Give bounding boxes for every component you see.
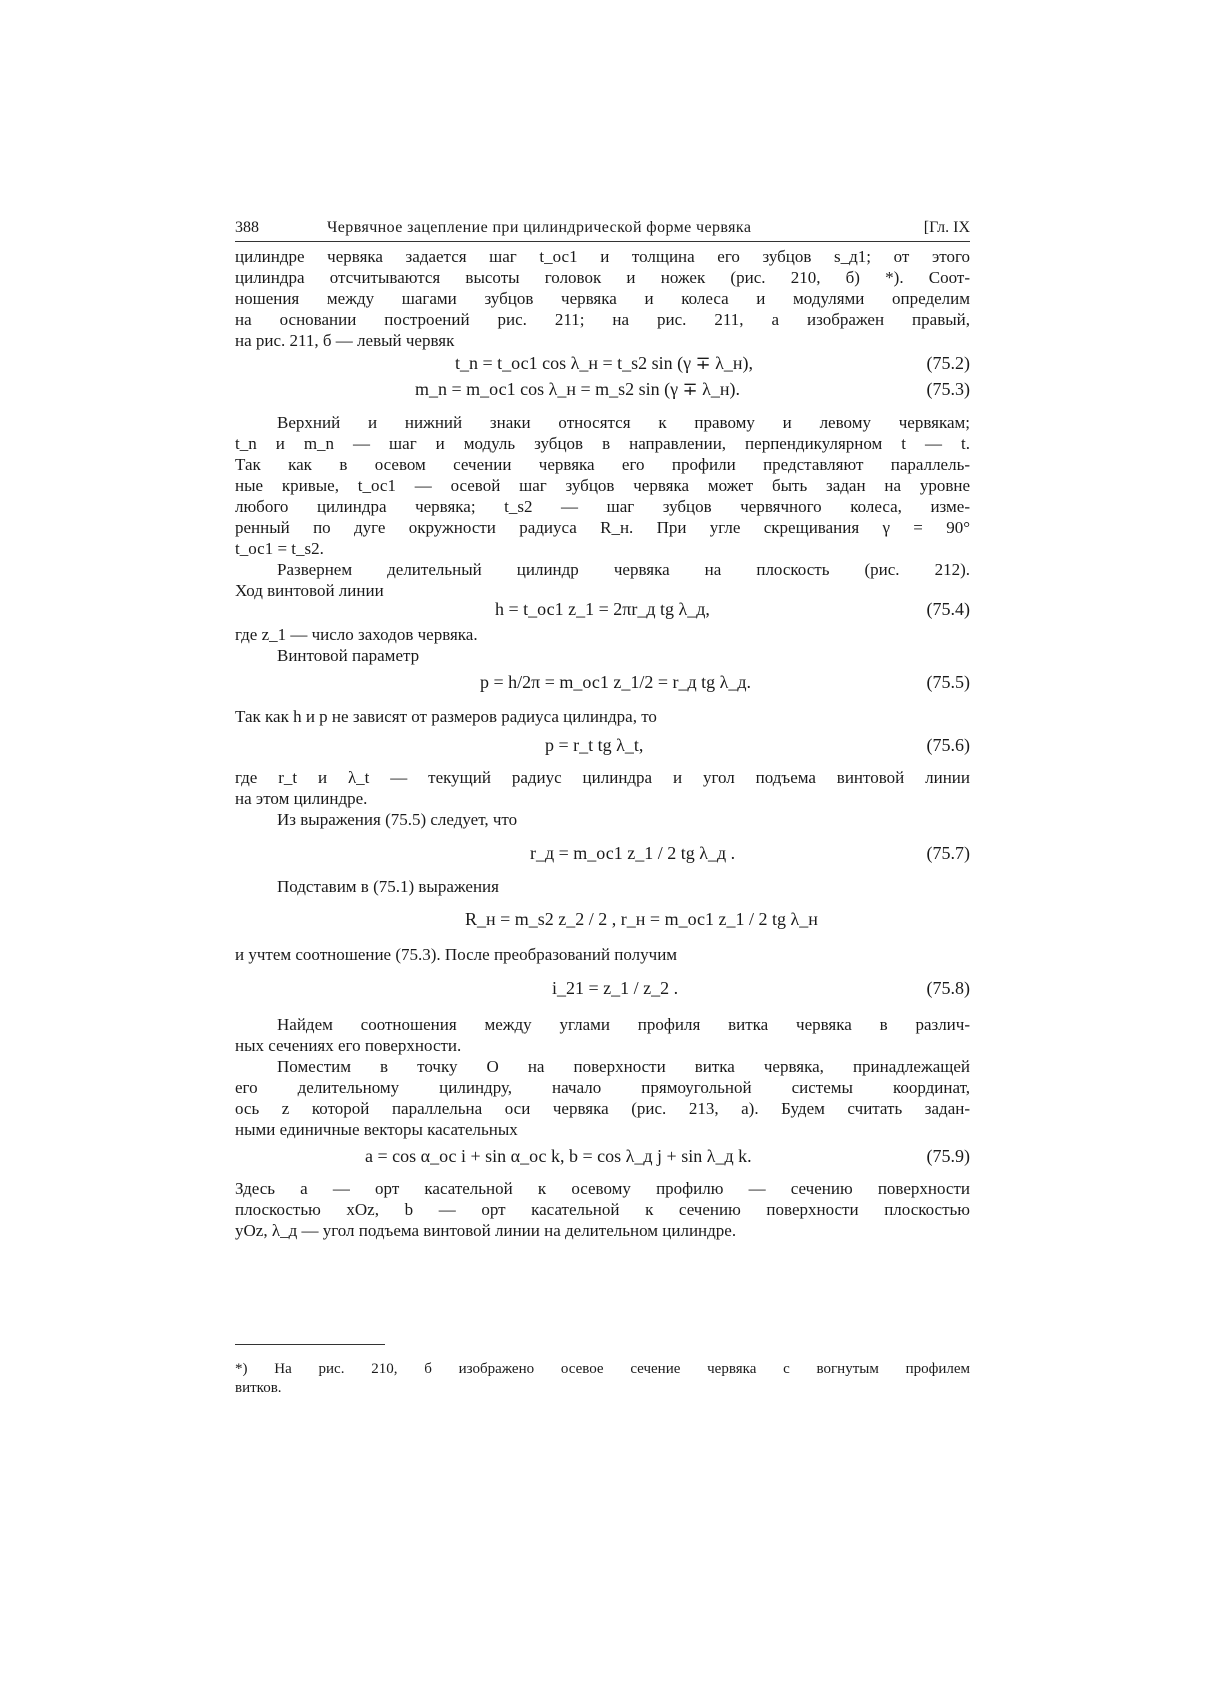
text-line: где z_1 — число заходов червяка. xyxy=(235,625,478,644)
text-line: Найдем соотношения между углами профиля витка червяка в различ- xyxy=(277,1015,970,1034)
text-line: где r_t и λ_t — текущий радиус цилиндра и угол подъема винтовой линии xyxy=(235,768,970,787)
equation-number: (75.2) xyxy=(926,353,970,373)
footnote-line: *) На рис. 210, б изображено осевое сечение червяка с вогнутым профилем xyxy=(235,1361,970,1377)
text-line: его делительному цилиндру, начало прямоугольной системы координат, xyxy=(235,1078,970,1097)
equation-number: (75.5) xyxy=(926,672,970,692)
text-line: ношения между шагами зубцов червяка и колеса и модулями определим xyxy=(235,289,970,308)
text-line: t_ос1 = t_s2. xyxy=(235,539,324,558)
chapter-label: [Гл. IX xyxy=(923,219,970,236)
equation-number: (75.4) xyxy=(926,599,970,619)
text-line: Подставим в (75.1) выражения xyxy=(277,877,499,896)
text-line: Ход винтовой линии xyxy=(235,581,384,600)
text-line: Здесь a — орт касательной к осевому профилю — сечению поверхности xyxy=(235,1179,970,1198)
text-line: Так как h и p не зависят от размеров радиуса цилиндра, то xyxy=(235,707,657,726)
text-line: цилиндре червяка задается шаг t_ос1 и толщина его зубцов s_д1; от этого xyxy=(235,247,970,266)
text-line: любого цилиндра червяка; t_s2 — шаг зубцов червячного колеса, изме- xyxy=(235,497,970,516)
footnote-rule xyxy=(235,1344,385,1345)
equation-75-2: t_n = t_ос1 cos λ_н = t_s2 sin (γ ∓ λ_н), xyxy=(455,353,753,373)
equation-75-7: r_д = m_ос1 z_1 / 2 tg λ_д . xyxy=(530,843,736,863)
text-line: ные кривые, t_ос1 — осевой шаг зубцов червяка может быть задан на уровне xyxy=(235,476,970,495)
text-line: на этом цилиндре. xyxy=(235,789,368,808)
footnote-line: витков. xyxy=(235,1380,282,1396)
equation-75-9: a = cos α_ос i + sin α_ос k, b = cos λ_д j + sin λ_д k. xyxy=(365,1146,752,1166)
text-line: yOz, λ_д — угол подъема винтовой линии на делительном цилиндре. xyxy=(235,1221,737,1240)
page-number: 388 xyxy=(235,219,259,236)
header-rule xyxy=(235,241,970,242)
text-line: плоскостью xOz, b — орт касательной к сечению поверхности плоскостью xyxy=(235,1200,970,1219)
text-line: на рис. 211, б — левый червяк xyxy=(235,331,455,350)
equation-75-8: i_21 = z_1 / z_2 . xyxy=(552,978,679,998)
text-line: цилиндра отсчитываются высоты головок и ножек (рис. 210, б) *). Соот- xyxy=(235,268,970,287)
text-line: ренный по дуге окружности радиуса R_н. При угле скрещивания γ = 90° xyxy=(235,518,970,537)
text-line: Винтовой параметр xyxy=(277,646,420,665)
equation-number: (75.9) xyxy=(926,1146,970,1166)
equation-number: (75.7) xyxy=(926,843,970,863)
running-title: Червячное зацепление при цилиндрической форме червяка xyxy=(327,219,752,236)
equation-75-4: h = t_ос1 z_1 = 2πr_д tg λ_д, xyxy=(495,599,710,619)
equation-75-3: m_n = m_ос1 cos λ_н = m_s2 sin (γ ∓ λ_н). xyxy=(415,379,740,399)
text-line: Развернем делительный цилиндр червяка на плоскость (рис. 212). xyxy=(277,560,970,579)
text-line: и учтем соотношение (75.3). После преобразований получим xyxy=(235,945,678,964)
text-line: ных сечениях его поверхности. xyxy=(235,1036,462,1055)
equation-75-6: p = r_t tg λ_t, xyxy=(545,735,644,755)
equation-number: (75.3) xyxy=(926,379,970,399)
text-line: на основании построений рис. 211; на рис. 211, а изображен правый, xyxy=(235,310,970,329)
text-line: ось z которой параллельна оси червяка (рис. 213, а). Будем считать задан- xyxy=(235,1099,970,1118)
text-line: Верхний и нижний знаки относятся к правому и левому червякам; xyxy=(277,413,970,432)
text-line: ными единичные векторы касательных xyxy=(235,1120,518,1139)
text-line: t_n и m_n — шаг и модуль зубцов в направлении, перпендикулярном t — t. xyxy=(235,434,970,453)
text-line: Так как в осевом сечении червяка его профили представляют параллель- xyxy=(235,455,970,474)
text-line: Поместим в точку O на поверхности витка червяка, принадлежащей xyxy=(277,1057,970,1076)
equation-75-5: p = h/2π = m_ос1 z_1/2 = r_д tg λ_д. xyxy=(480,672,752,692)
equation-substitution: R_н = m_s2 z_2 / 2 , r_н = m_ос1 z_1 / 2 tg λ_н xyxy=(465,909,818,929)
equation-number: (75.6) xyxy=(926,735,970,755)
equation-number: (75.8) xyxy=(926,978,970,998)
text-line: Из выражения (75.5) следует, что xyxy=(277,810,518,829)
